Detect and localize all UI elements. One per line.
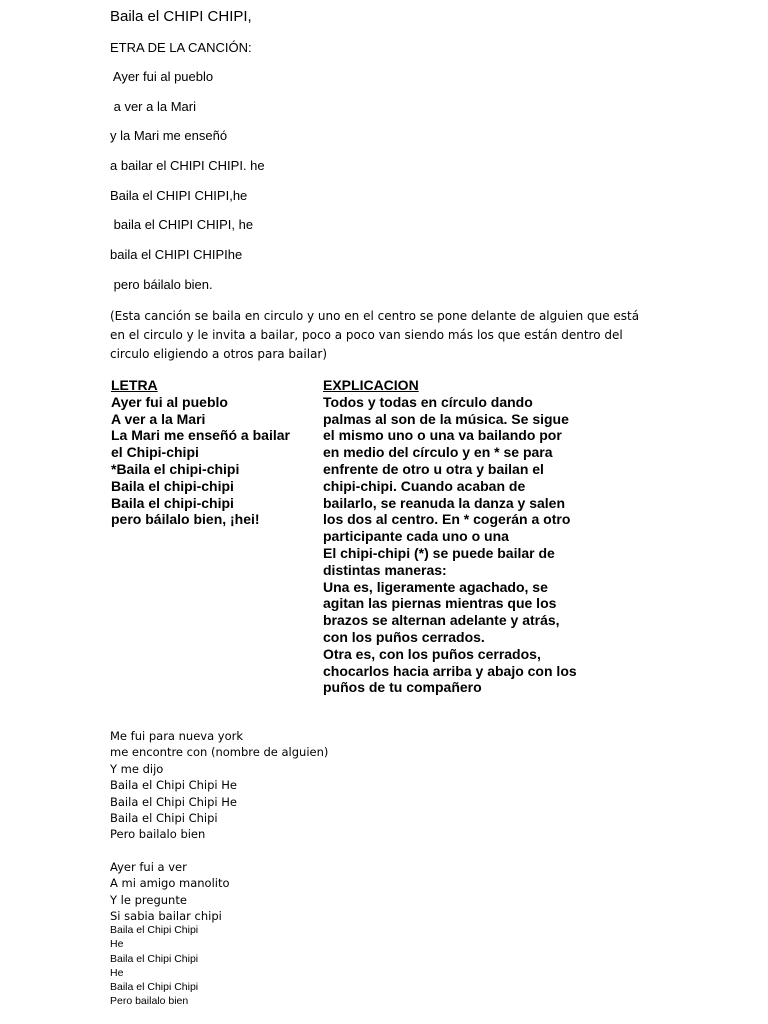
explicacion-column [323, 377, 623, 696]
verse-line: Baila el Chipi Chipi [110, 811, 218, 826]
dance-note: (Esta canción se baila en circulo y uno en el centro se pone delante de alguien que está en el circulo y le invita a bailar, poco a poco van siendo más los que están dentro del circulo eligiendo a otros para bailar) [110, 309, 640, 361]
explicacion-line: agitan las piernas mientras que los [323, 595, 557, 612]
lyric-line: baila el CHIPI CHIPI, he [110, 217, 254, 233]
explicacion-heading: EXPLICACION [323, 377, 419, 393]
lyric-line: Baila el CHIPI CHIPI,he [110, 187, 248, 203]
verse-line: Baila el Chipi Chipi [110, 924, 199, 936]
explicacion-line: con los puños cerrados. [323, 628, 485, 645]
verse-line: Baila el Chipi Chipi [110, 952, 199, 965]
explicacion-line: palmas al son de la música. Se sigue [323, 410, 569, 427]
verse-line: He [110, 938, 124, 951]
verse-line: A mi amigo manolito [110, 876, 230, 891]
verse-line: Baila el Chipi Chipi He [110, 794, 238, 809]
verse-manolito [110, 859, 230, 925]
lyric-line: Ayer fui al pueblo [110, 69, 214, 84]
song-title: Baila el CHIPI CHIPI, [110, 8, 252, 25]
letra-heading: LETRA [111, 377, 158, 393]
lyric-line: a bailar el CHIPI CHIPI. he [110, 158, 265, 174]
letra-line: *Baila el chipi-chipi [111, 460, 240, 477]
verse-line: Y me dijo [110, 761, 164, 776]
lyric-line: a ver a la Mari [110, 98, 196, 114]
explicacion-line: en medio del círculo y en * se para [323, 444, 553, 461]
lyric-line: y la Mari me enseñó [110, 128, 228, 144]
verse-line: Ayer fui a ver [110, 860, 187, 874]
letra-line: Baila el chipi-chipi [111, 477, 234, 494]
verse-line: Y le pregunte [110, 892, 187, 907]
verse-line: Baila el Chipi Chipi [110, 981, 199, 994]
explicacion-line: enfrente de otro u otra y bailan el [323, 460, 544, 477]
verse-line: Pero bailalo bien [110, 995, 189, 1008]
explicacion-line: participante cada uno o una [323, 528, 509, 545]
explicacion-line: distintas maneras: [323, 561, 447, 578]
letra-line: La Mari me enseñó a bailar [111, 427, 290, 444]
explicacion-line: bailarlo, se reanuda la danza y salen [323, 494, 565, 511]
explicacion-line: los dos al centro. En * cogerán a otro [323, 511, 571, 528]
verse-chorus-small [110, 923, 198, 1009]
explicacion-line: Una es, ligeramente agachado, se [323, 578, 548, 595]
letra-line: el Chipi-chipi [111, 444, 199, 461]
explicacion-line: chocarlos hacia arriba y abajo con los [323, 662, 577, 679]
verse-line: Pero bailalo bien [110, 827, 206, 842]
lyric-line: pero báilalo bien. [110, 276, 213, 292]
verse-line: me encontre con (nombre de alguien) [110, 745, 329, 760]
explicacion-line: el mismo uno o una va bailando por [323, 427, 562, 444]
verse-line: Si sabia bailar chipi [110, 909, 222, 924]
lyric-line: baila el CHIPI CHIPIhe [110, 247, 243, 263]
lyrics-top [110, 69, 265, 307]
letra-line: Ayer fui al pueblo [111, 393, 228, 410]
lyrics-subtitle: ETRA DE LA CANCIÓN: [110, 40, 252, 55]
explicacion-line: Todos y todas en círculo dando [323, 393, 533, 410]
verse-line: He [110, 966, 124, 979]
verse-new-york [110, 728, 328, 843]
letra-line: pero báilalo bien, ¡hei! [111, 511, 260, 528]
explicacion-line: El chipi-chipi (*) se puede bailar de [323, 544, 555, 561]
letra-line: A ver a la Mari [111, 410, 206, 427]
explicacion-line: chipi-chipi. Cuando acaban de [323, 477, 526, 494]
verse-line: Me fui para nueva york [110, 729, 244, 743]
letra-line: Baila el chipi-chipi [111, 494, 234, 511]
verse-line: Baila el Chipi Chipi He [110, 778, 238, 793]
letra-column [111, 377, 316, 528]
explicacion-line: Otra es, con los puños cerrados, [323, 645, 541, 662]
explicacion-line: puños de tu compañero [323, 679, 482, 696]
explicacion-line: brazos se alternan adelante y atrás, [323, 612, 560, 629]
